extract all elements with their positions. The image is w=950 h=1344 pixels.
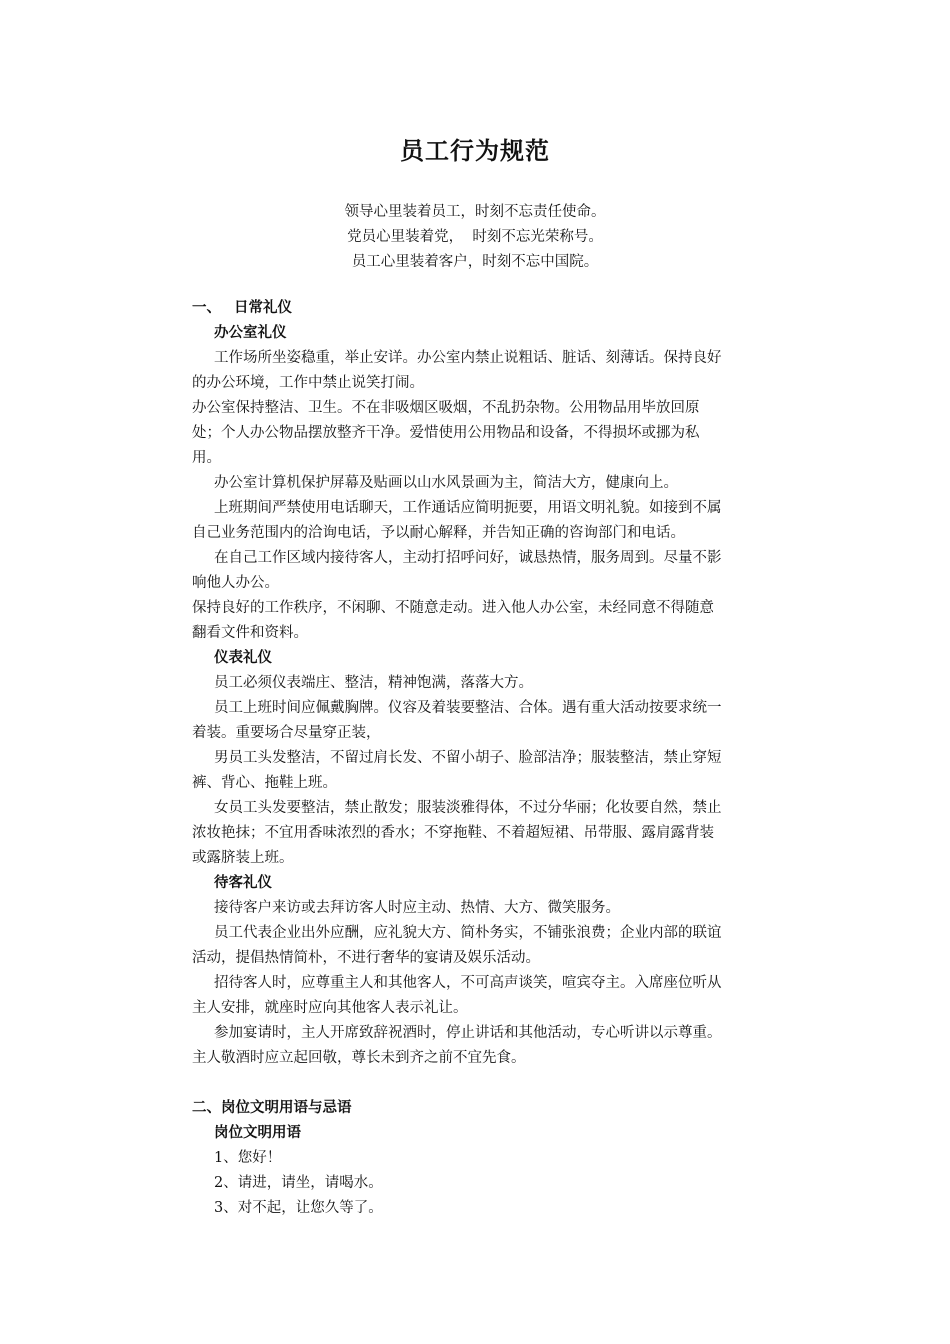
paragraph-line: 接待客户来访或去拜访客人时应主动、热情、大方、微笑服务。 bbox=[214, 900, 620, 916]
paragraph-line: 工作场所坐姿稳重，举止安详。办公室内禁止说粗话、脏话、刻薄话。保持良好 bbox=[214, 350, 722, 366]
list-item: 3、对不起，让您久等了。 bbox=[214, 1200, 383, 1216]
motto-line: 党员心里装着党， 时刻不忘光荣称号。 bbox=[347, 229, 603, 245]
paragraph-line: 或露脐装上班。 bbox=[192, 850, 294, 866]
spacer bbox=[192, 1071, 802, 1096]
subsection-heading-appearance: 仪表礼仪 bbox=[214, 650, 272, 666]
list-item: 1、您好！ bbox=[214, 1150, 282, 1166]
paragraph-line: 主人敬酒时应立起回敬，尊长未到齐之前不宜先食。 bbox=[192, 1050, 526, 1066]
paragraph-line: 女员工头发要整洁，禁止散发；服装淡雅得体，不过分华丽；化妆要自然，禁止 bbox=[214, 800, 722, 816]
document-body bbox=[192, 296, 802, 1221]
paragraph-line: 响他人办公。 bbox=[192, 575, 279, 591]
paragraph-line: 裤、背心、拖鞋上班。 bbox=[192, 775, 337, 791]
section-heading-civilized-language: 二、岗位文明用语与忌语 bbox=[192, 1100, 352, 1116]
paragraph-line: 翻看文件和资料。 bbox=[192, 625, 308, 641]
paragraph-line: 员工上班时间应佩戴胸牌。仪容及着装要整洁、合体。遇有重大活动按要求统一 bbox=[214, 700, 722, 716]
section-heading-daily-etiquette bbox=[192, 296, 802, 321]
subsection-heading-civilized-phrases: 岗位文明用语 bbox=[214, 1125, 301, 1141]
paragraph-line: 在自己工作区域内接待客人，主动打招呼问好，诚恳热情，服务周到。尽量不影 bbox=[214, 550, 722, 566]
document-title: 员工行为规范 bbox=[400, 137, 550, 165]
paragraph-line: 员工代表企业出外应酬，应礼貌大方、简朴务实，不铺张浪费；企业内部的联谊 bbox=[214, 925, 722, 941]
paragraph-line: 浓妆艳抹；不宜用香味浓烈的香水；不穿拖鞋、不着超短裙、吊带服、露肩露背装 bbox=[192, 825, 714, 841]
motto-block bbox=[192, 200, 758, 275]
paragraph-line: 处；个人办公物品摆放整齐干净。爱惜使用公用物品和设备，不得损坏或挪为私 bbox=[192, 425, 700, 441]
paragraph-line: 员工必须仪表端庄、整洁，精神饱满，落落大方。 bbox=[214, 675, 533, 691]
paragraph-line: 上班期间严禁使用电话聊天，工作通话应简明扼要，用语文明礼貌。如接到不属 bbox=[214, 500, 722, 516]
paragraph-line: 招待客人时，应尊重主人和其他客人，不可高声谈笑，喧宾夺主。入席座位听从 bbox=[214, 975, 722, 991]
paragraph-line: 的办公环境，工作中禁止说笑打闹。 bbox=[192, 375, 424, 391]
paragraph-line: 办公室保持整洁、卫生。不在非吸烟区吸烟，不乱扔杂物。公用物品用毕放回原 bbox=[192, 400, 700, 416]
section-title: 日常礼仪 bbox=[234, 300, 292, 316]
subsection-heading-reception: 待客礼仪 bbox=[214, 875, 272, 891]
paragraph-line: 活动，提倡热情简朴，不进行奢华的宴请及娱乐活动。 bbox=[192, 950, 540, 966]
paragraph-line: 用。 bbox=[192, 450, 221, 466]
paragraph-line: 自己业务范围内的洽询电话，予以耐心解释，并告知正确的咨询部门和电话。 bbox=[192, 525, 685, 541]
section-number: 一、 bbox=[192, 300, 221, 316]
motto-line: 员工心里装着客户，时刻不忘中国院。 bbox=[351, 254, 599, 270]
paragraph-line: 办公室计算机保护屏幕及贴画以山水风景画为主，简洁大方，健康向上。 bbox=[214, 475, 678, 491]
subsection-heading-office: 办公室礼仪 bbox=[214, 325, 287, 341]
list-item: 2、请进，请坐，请喝水。 bbox=[214, 1175, 383, 1191]
motto-line: 领导心里装着员工，时刻不忘责任使命。 bbox=[344, 204, 606, 220]
paragraph-line: 主人安排，就座时应向其他客人表示礼让。 bbox=[192, 1000, 468, 1016]
paragraph-line: 保持良好的工作秩序，不闲聊、不随意走动。进入他人办公室，未经同意不得随意 bbox=[192, 600, 714, 616]
paragraph-line: 参加宴请时，主人开席致辞祝酒时，停止讲话和其他活动，专心听讲以示尊重。 bbox=[214, 1025, 722, 1041]
paragraph-line: 着装。重要场合尽量穿正装， bbox=[192, 725, 381, 741]
paragraph-line: 男员工头发整洁，不留过肩长发、不留小胡子、脸部洁净；服装整洁，禁止穿短 bbox=[214, 750, 722, 766]
